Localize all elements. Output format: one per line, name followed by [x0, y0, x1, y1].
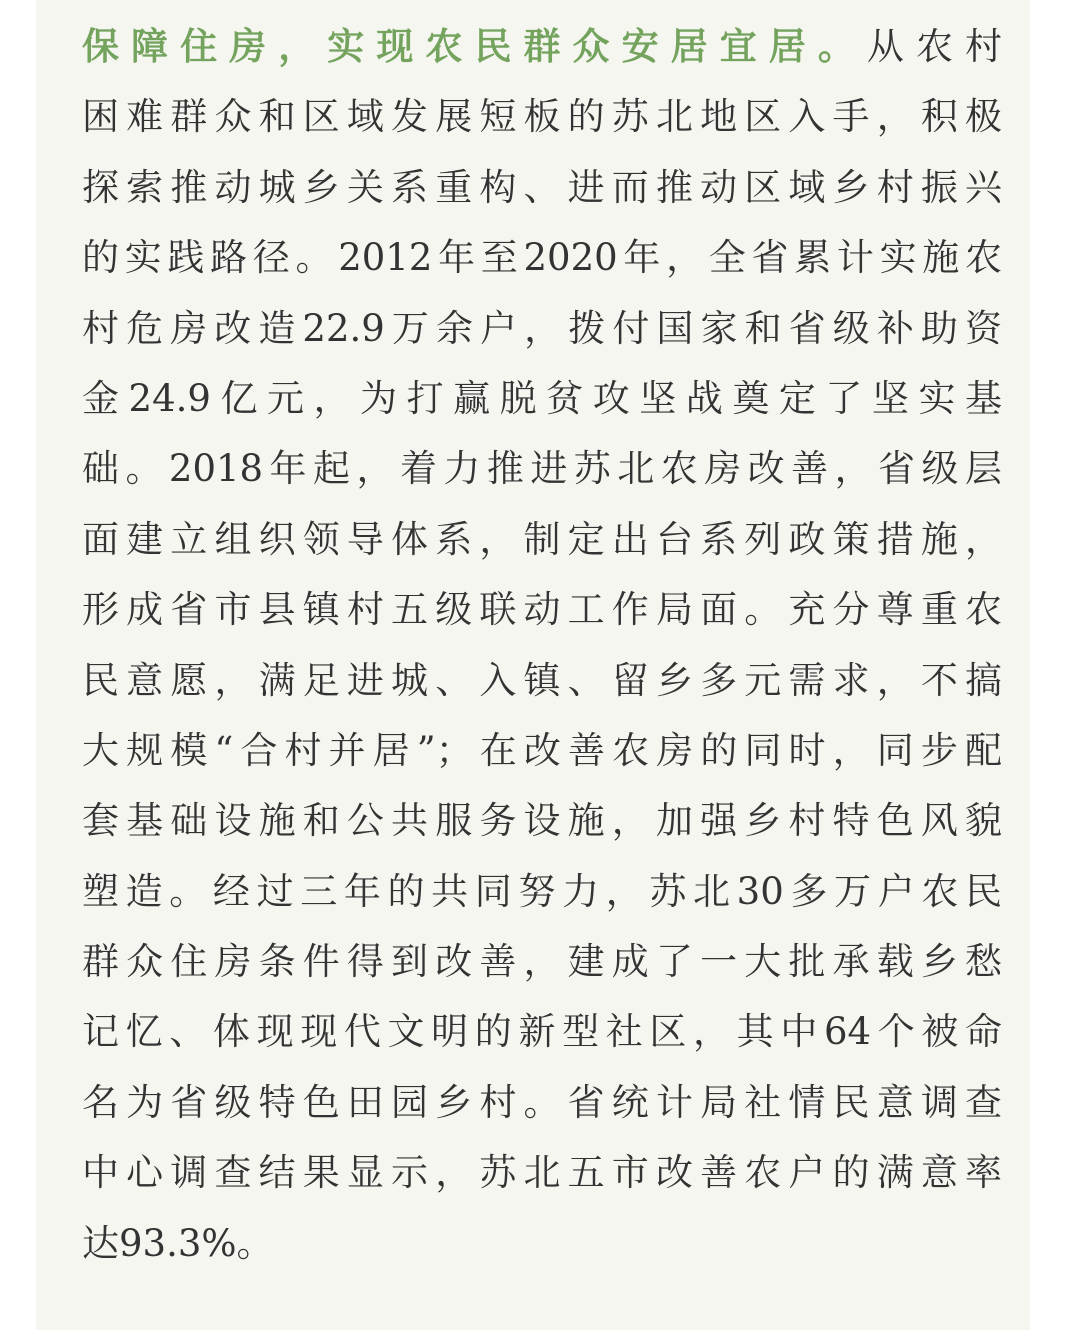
text-line-15: 名为省级特色田园乡村。省统计局社情民意调查 [82, 1080, 1002, 1124]
text-line-2: 探索推动城乡关系重构、进而推动区域乡村振兴 [82, 165, 1002, 209]
text-line-3: 的实践路径。2012年至2020年，全省累计实施农 [82, 236, 1002, 280]
text-line-17: 达93.3%。 [82, 1221, 274, 1265]
text-line-0 [82, 12, 1002, 82]
text-line-0-rest: 从农村 [866, 25, 1002, 68]
text-line-13: 群众住房条件得到改善，建成了一大批承载乡愁 [82, 940, 1002, 984]
text-line-16: 中心调查结果显示，苏北五市改善农户的满意率 [82, 1151, 1002, 1195]
text-line-5: 金24.9亿元，为打赢脱贫攻坚战奠定了坚实基 [82, 376, 1002, 420]
text-line-11: 套基础设施和公共服务设施，加强乡村特色风貌 [82, 799, 1002, 843]
text-line-4: 村危房改造22.9万余户，拨付国家和省级补助资 [82, 306, 1002, 350]
text-line-8: 形成省市县镇村五级联动工作局面。充分尊重农 [82, 588, 1002, 632]
article-body [82, 12, 1002, 1279]
text-line-1: 困难群众和区域发展短板的苏北地区入手，积极 [82, 95, 1002, 139]
section-headline: 保障住房，实现农民群众安居宜居。 [82, 25, 867, 68]
text-line-14: 记忆、体现现代文明的新型社区，其中64个被命 [82, 1010, 1002, 1054]
text-line-6: 础。2018年起，着力推进苏北农房改善，省级层 [82, 447, 1002, 491]
text-line-7: 面建立组织领导体系，制定出台系列政策措施， [82, 517, 1002, 561]
text-line-9: 民意愿，满足进城、入镇、留乡多元需求，不搞 [82, 658, 1002, 702]
text-line-10: 大规模“合村并居”；在改善农房的同时，同步配 [82, 728, 1002, 772]
text-line-12: 塑造。经过三年的共同努力，苏北30多万户农民 [82, 869, 1002, 913]
